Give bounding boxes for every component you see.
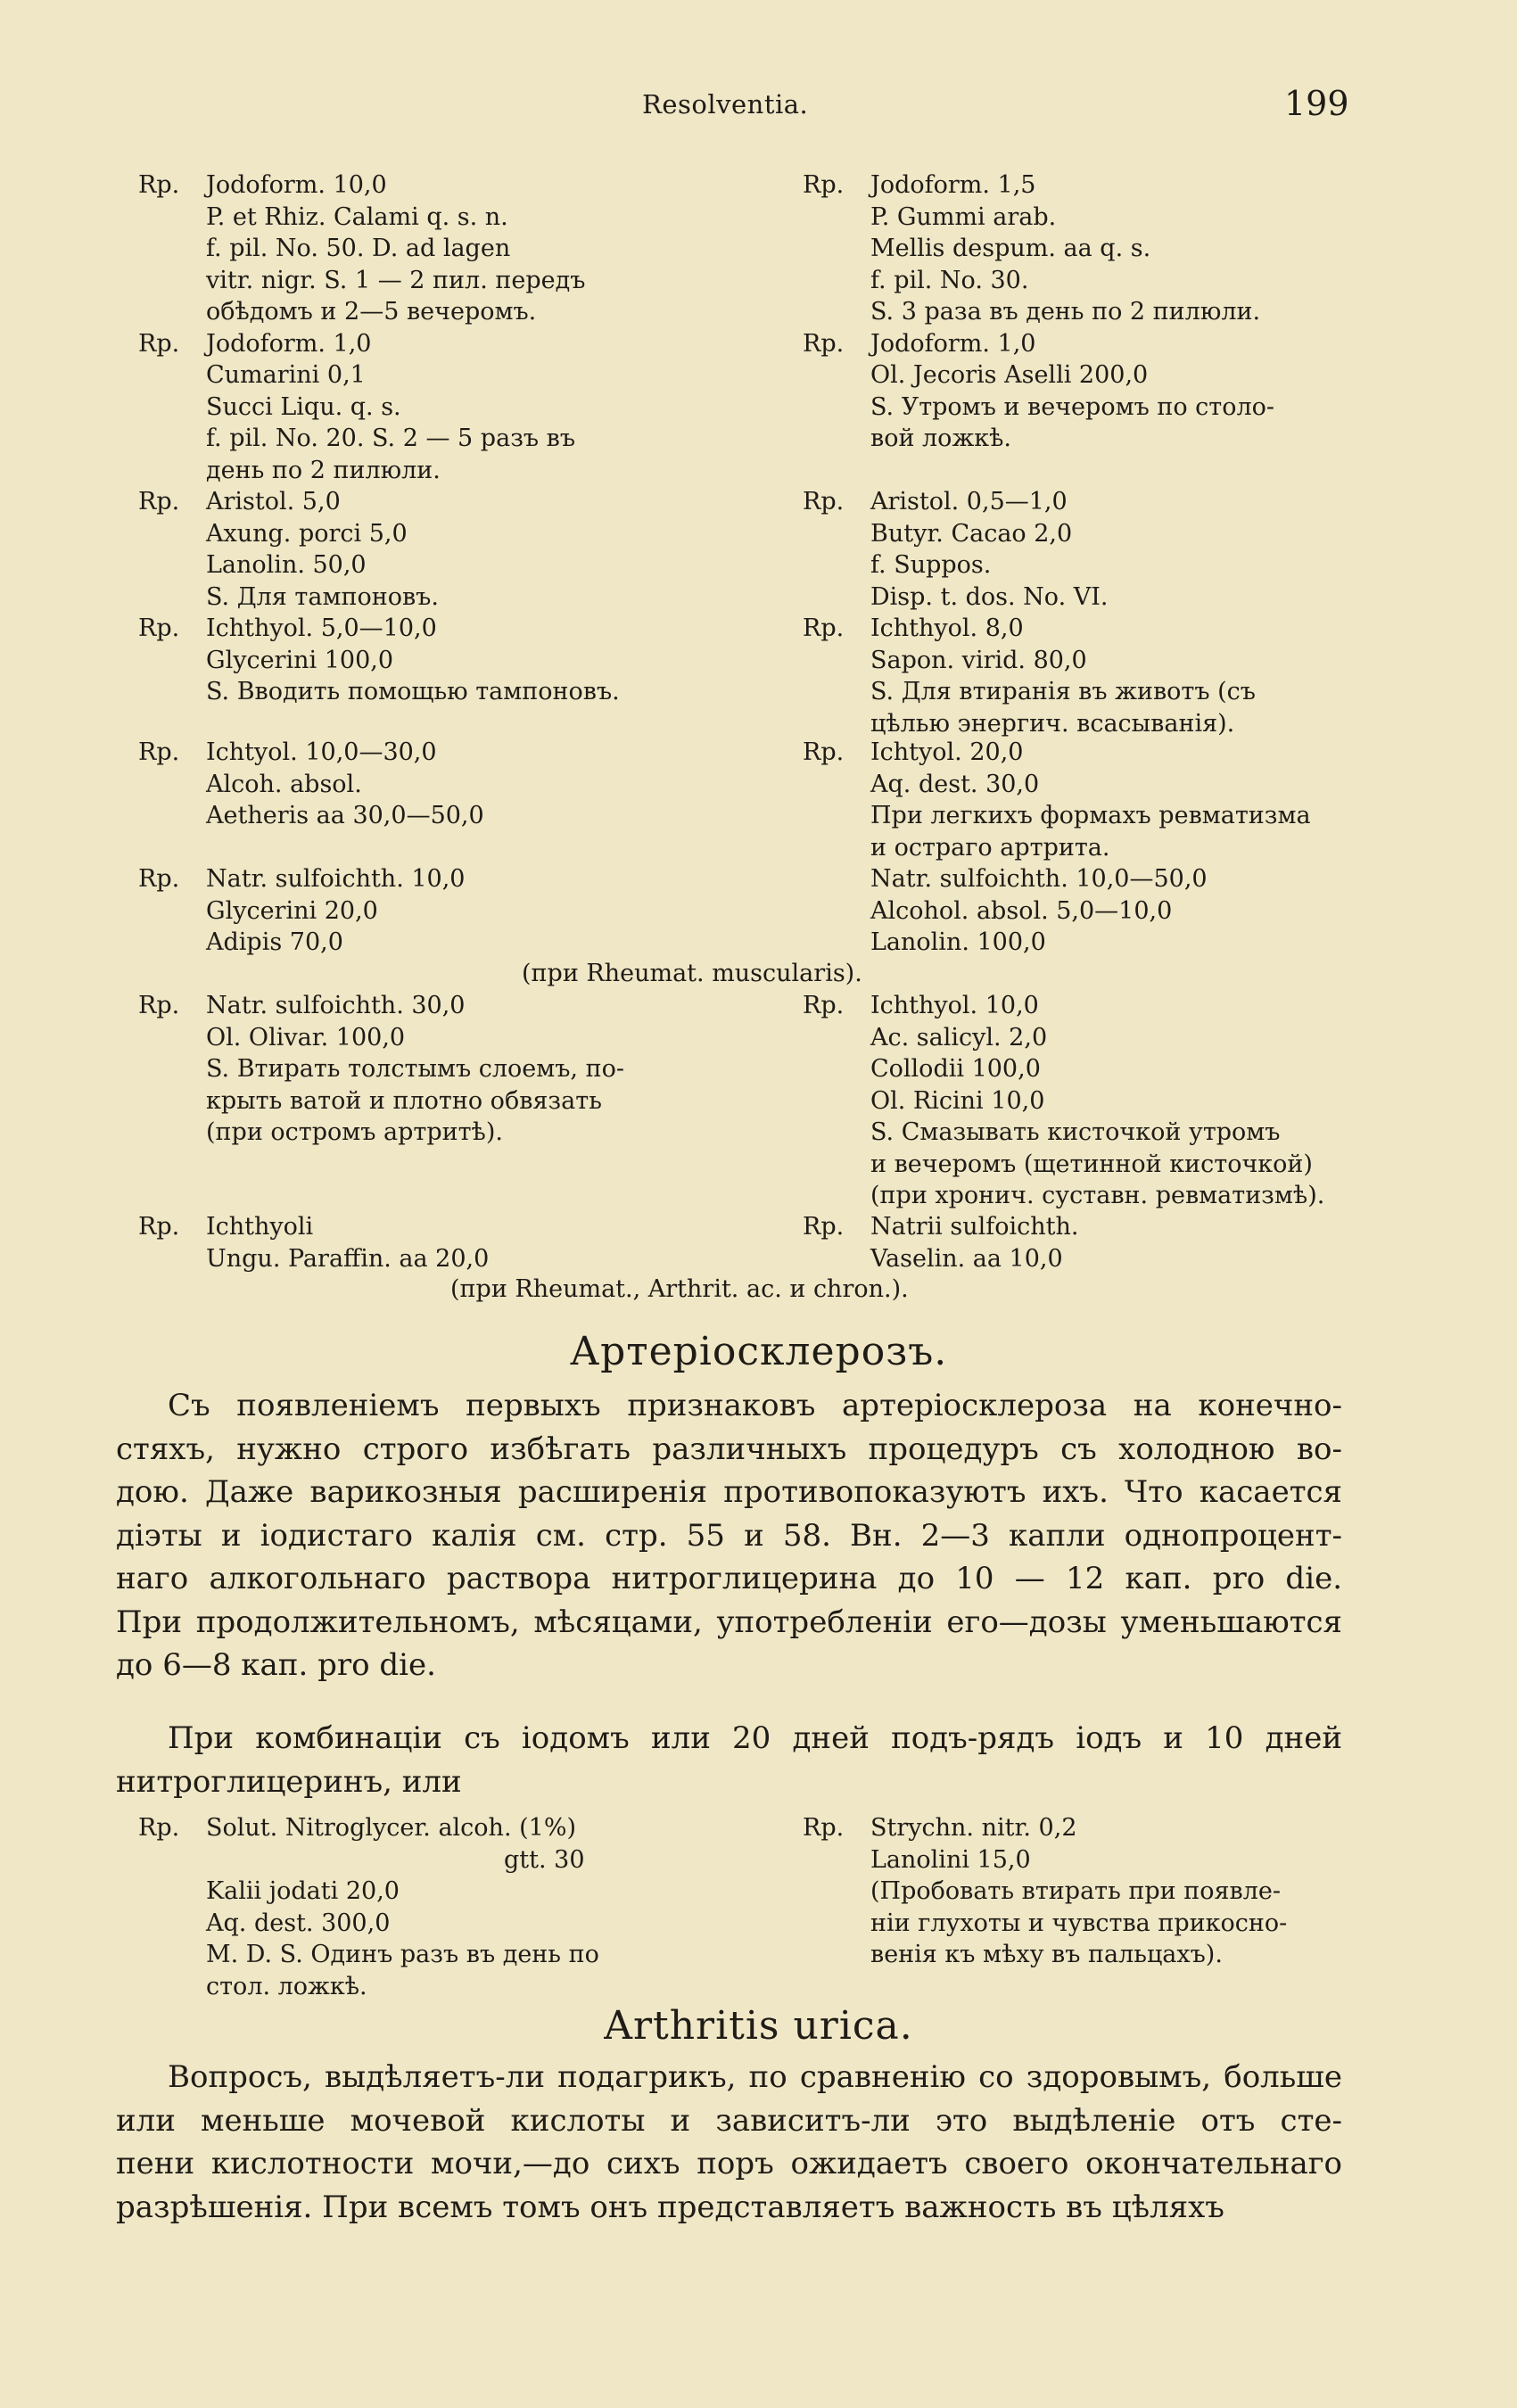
rx-text: Ichtyol. 10,0—30,0: [206, 738, 437, 766]
rx-text: Glycerini 100,0: [206, 646, 394, 674]
rx-column-left: [138, 1211, 682, 1274]
rx-line: [803, 423, 1498, 455]
rx-line: [803, 769, 1498, 801]
rx-marker: Rp.: [803, 738, 845, 766]
text-line: до 6—8 кап. pro die.: [116, 1647, 436, 1683]
rx-text: Axung. porci 5,0: [206, 519, 408, 548]
rx-text: Ac. salicyl. 2,0: [870, 1023, 1048, 1051]
rx-line: [138, 1211, 682, 1243]
rx-line: [138, 233, 682, 265]
rx-text: P. et Rhiz. Calami q. s. n.: [206, 202, 508, 231]
rx-line: [138, 1939, 682, 1971]
note-rheumat-arthrit: (при Rheumat., Arthrit. ac. и chron.).: [450, 1275, 909, 1303]
rx-text: f. pil. No. 30.: [870, 266, 1029, 294]
running-title: Resolventia.: [642, 89, 809, 120]
rx-line: [803, 1180, 1498, 1212]
rx-line: [138, 990, 682, 1022]
rx-text: Adipis 70,0: [206, 928, 343, 956]
rx-text: P. Gummi arab.: [870, 202, 1057, 231]
rx-marker: Rp.: [803, 488, 845, 515]
rx-column-right: [803, 737, 1498, 863]
rx-text: Aristol. 5,0: [206, 488, 341, 515]
rx-text: S. 3 раза въ день по 2 пилюли.: [870, 298, 1261, 326]
running-head: [0, 84, 1517, 134]
rx-line: [803, 895, 1498, 928]
rx-text: Ichthyol. 8,0: [870, 614, 1024, 642]
rx-text: Ichthyol. 5,0—10,0: [206, 614, 437, 642]
rx-marker: Rp.: [803, 614, 845, 642]
rx-text: Alcoh. absol.: [206, 770, 362, 798]
rx-marker: Rp.: [138, 488, 180, 515]
rx-column-right: [803, 1211, 1498, 1274]
rx-text: S. Втирать толстымъ слоемъ, по-: [206, 1055, 624, 1083]
rx-text: Natr. sulfoichth. 10,0: [206, 865, 466, 893]
rx-line: [138, 1117, 682, 1149]
rx-text: (Пробовать втирать при появле-: [870, 1877, 1281, 1905]
rx-line: [803, 328, 1498, 360]
section-heading-arteriosclerosis: Артеріосклерозъ.: [569, 1329, 948, 1374]
rx-line: [803, 1876, 1498, 1908]
rx-line: [138, 676, 682, 708]
rx-marker: Rp.: [138, 614, 180, 642]
text-line: пени кислотности мочи,—до сихъ поръ ожидаетъ своего окончательнаго: [116, 2146, 1342, 2181]
text-line: При комбинаціи съ іодомъ или 20 дней подъ-рядъ іодъ и 10 дней: [168, 1720, 1342, 1756]
rx-text: Alcohol. absol. 5,0—10,0: [870, 896, 1173, 925]
rx-marker: Rp.: [138, 1814, 180, 1842]
rx-line: [803, 581, 1498, 614]
section-heading-arthritis-urica: Arthritis urica.: [604, 2003, 913, 2049]
rx-column-right: [803, 169, 1498, 455]
rx-text: S. Смазывать кисточкой утромъ: [870, 1118, 1281, 1146]
rx-line: [803, 169, 1498, 202]
rx-text: обѣдомъ и 2—5 вечеромъ.: [206, 298, 537, 326]
rx-line: [803, 990, 1498, 1022]
rx-text: f. Suppos.: [870, 551, 992, 579]
paragraph: [116, 1384, 1342, 1687]
rx-text: и остраго артрита.: [870, 833, 1110, 862]
rx-text: Lanolin. 100,0: [870, 928, 1046, 956]
text-line: стяхъ, нужно строго избѣгать различныхъ процедуръ съ холодною во-: [116, 1431, 1342, 1467]
rx-text: S. Вводить помощью тампоновъ.: [206, 678, 620, 705]
rx-line: [803, 613, 1498, 645]
rx-marker: Rp.: [803, 1814, 845, 1842]
rx-line: [138, 800, 682, 832]
rx-text: (при остромъ артритѣ).: [206, 1118, 503, 1146]
rx-column-right: [803, 1812, 1498, 1971]
rx-marker: Rp.: [138, 992, 180, 1019]
rx-marker: Rp.: [138, 738, 180, 766]
rx-text: S. Утромъ и вечеромъ по столо-: [870, 392, 1275, 421]
rx-line: [138, 1812, 682, 1844]
rx-line: [138, 423, 682, 455]
rx-line: [803, 863, 1498, 895]
rx-text: Butyr. Cacao 2,0: [870, 519, 1073, 548]
text-line: разрѣшенія. При всемъ томъ онъ представляетъ важность въ цѣляхъ: [116, 2189, 1224, 2225]
rx-marker: Rp.: [138, 865, 180, 893]
rx-marker: Rp.: [803, 329, 845, 358]
rx-text: Aetheris aa 30,0—50,0: [206, 802, 484, 829]
rx-text: цѣлью энергич. всасыванія).: [870, 709, 1235, 738]
rx-line: [803, 1812, 1498, 1844]
rx-text: f. pil. No. 50. D. ad lagen: [206, 235, 511, 262]
rx-text: Lanolini 15,0: [870, 1845, 1031, 1874]
rx-text: вой ложкѣ.: [870, 425, 1012, 452]
rx-text: f. pil. No. 20. S. 2 — 5 разъ въ: [206, 425, 576, 452]
rx-line: [138, 518, 682, 550]
rx-text: Lanolin. 50,0: [206, 551, 367, 579]
rx-text: Vaselin. aa 10,0: [870, 1244, 1063, 1273]
rx-line: [138, 549, 682, 581]
rx-line: [138, 1243, 682, 1275]
rx-line: [138, 769, 682, 801]
rx-line: [138, 392, 682, 424]
rx-text: Aq. dest. 300,0: [206, 1909, 391, 1937]
rx-line: [803, 1844, 1498, 1876]
rx-text: M. D. S. Одинъ разъ въ день по: [206, 1941, 599, 1968]
rx-column-right: [803, 863, 1498, 959]
rx-line: [138, 863, 682, 895]
rx-text: Jodoform. 10,0: [206, 171, 387, 199]
rx-line: [803, 392, 1498, 424]
rx-text: и вечеромъ (щетинной кисточкой): [870, 1150, 1313, 1178]
rx-line: [138, 486, 682, 518]
rx-line: [138, 737, 682, 769]
rx-text: день по 2 пилюли.: [206, 456, 441, 484]
rx-marker: Rp.: [138, 171, 180, 199]
rx-marker: Rp.: [138, 1213, 180, 1241]
rx-column-right: [803, 486, 1498, 739]
rx-line: [803, 296, 1498, 328]
note-rheumat-muscularis: (при Rheumat. muscularis).: [522, 960, 862, 987]
rx-line: [803, 1908, 1498, 1940]
rx-line: [803, 1053, 1498, 1085]
rx-line: [803, 708, 1498, 740]
rx-text: Solut. Nitroglycer. alcoh. (1%): [206, 1814, 577, 1842]
rx-column-left: [138, 1812, 682, 2002]
rx-text: Jodoform. 1,5: [870, 171, 1036, 199]
text-line: наго алкогольнаго раствора нитроглицерина до 10 — 12 кап. pro die.: [116, 1561, 1342, 1596]
rx-marker: Rp.: [803, 171, 845, 199]
rx-line: [803, 1243, 1498, 1275]
rx-text: Sapon. virid. 80,0: [870, 646, 1087, 674]
rx-text: Jodoform. 1,0: [206, 329, 372, 358]
rx-text: Cumarini 0,1: [206, 361, 366, 389]
rx-line: [803, 518, 1498, 550]
text-line: Вопросъ, выдѣляетъ-ли подагрикъ, по сравненію со здоровымъ, больше: [168, 2059, 1342, 2095]
rx-text: Ol. Jecoris Aselli 200,0: [870, 361, 1149, 389]
rx-line: [803, 1149, 1498, 1181]
rx-line: [803, 645, 1498, 677]
rx-text: Ichthyoli: [206, 1213, 314, 1241]
rx-line: [138, 613, 682, 645]
rx-text: (при хронич. суставн. ревматизмѣ).: [870, 1182, 1325, 1209]
rx-line: [138, 265, 682, 297]
rx-line: [138, 296, 682, 328]
rx-text: Aristol. 0,5—1,0: [870, 488, 1068, 515]
rx-column-left: [138, 990, 682, 1149]
rx-line: [803, 486, 1498, 518]
text-line: Съ появленіемъ первыхъ признаковъ артеріосклероза на конечно-: [168, 1388, 1342, 1423]
text-line: нитроглицеринъ, или: [116, 1763, 462, 1800]
rx-text: венія къ мѣху въ пальцахъ).: [870, 1941, 1223, 1968]
rx-text: стол. ложкѣ.: [206, 1972, 367, 2000]
paragraph: [116, 2056, 1342, 2229]
text-line: или меньше мочевой кислоты и зависитъ-ли это выдѣленіе отъ сте-: [116, 2102, 1342, 2139]
text-line: дою. Даже варикозныя расширенія противопоказуютъ ихъ. Что касается: [116, 1474, 1342, 1510]
rx-text: При легкихъ формахъ ревматизма: [870, 802, 1311, 829]
rx-text: Ungu. Paraffin. aa 20,0: [206, 1244, 490, 1273]
rx-text: vitr. nigr. S. 1 — 2 пил. передъ: [206, 266, 586, 294]
rx-line: [803, 233, 1498, 265]
rx-text: Succi Liqu. q. s.: [206, 392, 401, 421]
rx-text: S. Для втиранія въ животъ (съ: [870, 678, 1256, 705]
rx-text: Ol. Olivar. 100,0: [206, 1023, 406, 1051]
rx-line: [803, 676, 1498, 708]
rx-text: Jodoform. 1,0: [870, 329, 1036, 358]
rx-line: [138, 328, 682, 360]
rx-line: [803, 359, 1498, 392]
rx-line: [138, 1844, 682, 1876]
rx-text: Mellis despum. aa q. s.: [870, 235, 1151, 262]
rx-text: Collodii 100,0: [870, 1055, 1041, 1083]
rx-line: [803, 800, 1498, 832]
rx-line: [803, 1022, 1498, 1054]
rx-text: S. Для тампоновъ.: [206, 582, 439, 611]
rx-line: [803, 1085, 1498, 1117]
text-line: діэты и іодистаго калія см. стр. 55 и 58. Вн. 2—3 капли однопроцент-: [116, 1517, 1342, 1554]
rx-line: [138, 202, 682, 234]
rx-line: [803, 1939, 1498, 1971]
rx-line: [803, 1117, 1498, 1149]
rx-text: gtt. 30: [504, 1845, 585, 1874]
rx-line: [138, 1022, 682, 1054]
rx-line: [138, 1876, 682, 1908]
rx-line: [138, 359, 682, 392]
paragraph: [116, 1717, 1342, 1803]
rx-line: [803, 1211, 1498, 1243]
rx-line: [803, 832, 1498, 864]
rx-text: ніи глухоты и чувства прикосно-: [870, 1909, 1288, 1937]
rx-column-left: [138, 863, 682, 959]
rx-text: Kalii jodati 20,0: [206, 1877, 400, 1905]
rx-text: Strychn. nitr. 0,2: [870, 1814, 1077, 1842]
rx-line: [138, 645, 682, 677]
rx-text: Ol. Ricini 10,0: [870, 1086, 1045, 1115]
text-line: При продолжительномъ, мѣсяцами, употребленіи его—дозы уменьшаются: [116, 1604, 1342, 1640]
rx-marker: Rp.: [803, 1213, 845, 1241]
rx-column-right: [803, 990, 1498, 1212]
rx-line: [138, 1971, 682, 2003]
rx-line: [138, 1908, 682, 1940]
rx-column-left: [138, 737, 682, 832]
rx-line: [138, 895, 682, 928]
rx-text: Ichthyol. 10,0: [870, 992, 1039, 1019]
rx-line: [803, 202, 1498, 234]
rx-text: Glycerini 20,0: [206, 896, 378, 925]
rx-line: [138, 927, 682, 959]
rx-line: [138, 169, 682, 202]
rx-text: Natrii sulfoichth.: [870, 1213, 1079, 1241]
rx-column-left: [138, 486, 682, 708]
rx-line: [803, 265, 1498, 297]
rx-line: [138, 455, 682, 487]
rx-marker: Rp.: [138, 329, 180, 358]
rx-line: [138, 1053, 682, 1085]
page-number: 199: [1284, 84, 1349, 123]
rx-text: Aq. dest. 30,0: [870, 770, 1040, 798]
rx-marker: Rp.: [803, 992, 845, 1019]
rx-line: [138, 1085, 682, 1117]
rx-text: Disp. t. dos. No. VI.: [870, 582, 1109, 611]
rx-line: [803, 927, 1498, 959]
rx-text: Natr. sulfoichth. 30,0: [206, 992, 466, 1019]
rx-text: крыть ватой и плотно обвязать: [206, 1086, 602, 1115]
rx-text: Natr. sulfoichth. 10,0—50,0: [870, 865, 1208, 893]
rx-column-left: [138, 169, 682, 486]
rx-text: Ichtyol. 20,0: [870, 738, 1024, 766]
rx-line: [803, 549, 1498, 581]
rx-line: [138, 581, 682, 614]
rx-line: [803, 737, 1498, 769]
